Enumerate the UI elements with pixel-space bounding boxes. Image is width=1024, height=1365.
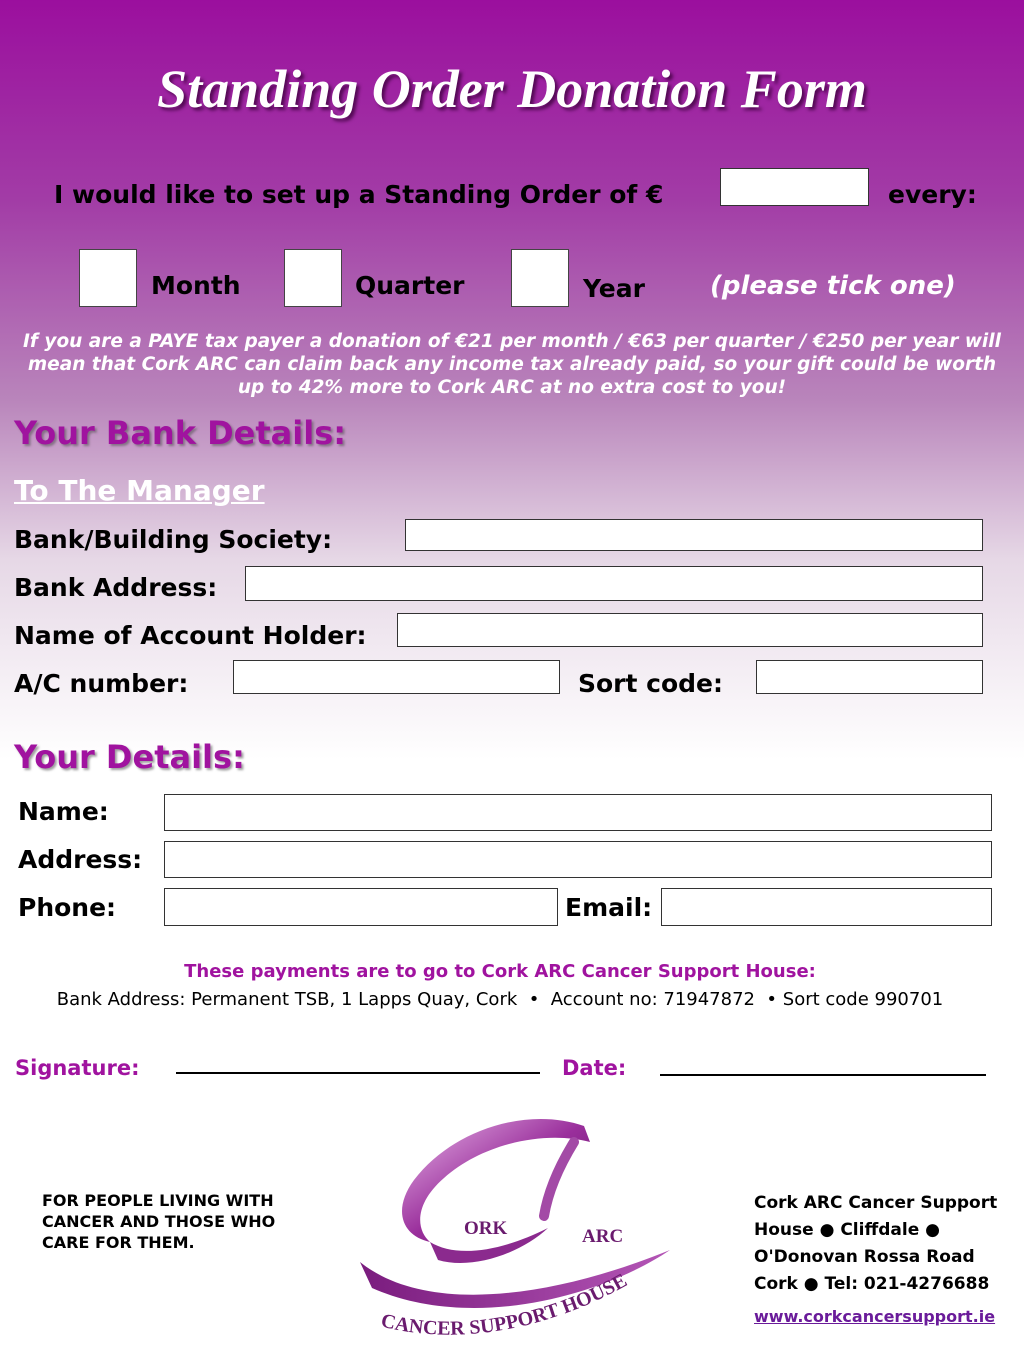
tagline-line: FOR PEOPLE LIVING WITH [42, 1191, 274, 1210]
payment-details: Bank Address: Permanent TSB, 1 Lapps Quay, Cork • Account no: 71947872 • Sort code 990701 [56, 989, 944, 1010]
website-link[interactable]: www.corkcancersupport.ie [754, 1307, 996, 1326]
date-line[interactable] [660, 1074, 986, 1076]
address-line: Cork ● Tel: 021-4276688 [754, 1274, 990, 1294]
address-line: House ● Cliffdale ● [754, 1220, 940, 1240]
intro-prefix: I would like to set up a Standing Order of [54, 180, 638, 209]
logo-arc-text: ARC [582, 1226, 624, 1247]
bank-address-input[interactable] [245, 566, 983, 601]
email-label: Email: [565, 893, 653, 922]
email-input[interactable] [661, 888, 992, 926]
footer-address [754, 1190, 997, 1298]
amount-input[interactable] [720, 168, 869, 206]
address-label: Address: [18, 845, 143, 874]
ac-number-label: A/C number: [14, 669, 189, 698]
bank-society-label: Bank/Building Society: [14, 525, 333, 554]
footer-tagline [42, 1190, 275, 1253]
payment-heading: These payments are to go to Cork ARC Cancer Support House: [184, 961, 816, 982]
logo-inner-c [544, 1142, 574, 1216]
phone-label: Phone: [18, 893, 117, 922]
address-input[interactable] [164, 841, 992, 878]
your-details-heading: Your Details: [14, 738, 245, 776]
currency-symbol: € [646, 180, 664, 209]
year-label: Year [583, 274, 645, 303]
account-holder-label: Name of Account Holder: [14, 621, 367, 650]
paye-note: If you are a PAYE tax payer a donation of €21 per month / €63 per quarter / €250 per year will mean that Cork ARC can claim back any income tax already paid, so your gift could be worth up to 42% more to Cork ARC at no extra cost to you! [23, 331, 1001, 398]
name-input[interactable] [164, 794, 992, 831]
address-line: O'Donovan Rossa Road [754, 1247, 975, 1267]
tick-hint: (please tick one) [710, 271, 956, 301]
month-label: Month [151, 271, 241, 300]
sort-code-input[interactable] [756, 660, 983, 694]
month-checkbox[interactable] [79, 249, 137, 307]
bank-address-label: Bank Address: [14, 573, 218, 602]
name-label: Name: [18, 797, 109, 826]
quarter-label: Quarter [355, 271, 465, 300]
tagline-line: CARE FOR THEM. [42, 1233, 195, 1252]
address-line: Cork ARC Cancer Support [754, 1193, 998, 1213]
phone-input[interactable] [164, 888, 558, 926]
bank-details-heading: Your Bank Details: [14, 414, 347, 452]
logo-house-text: CANCER SUPPORT HOUSE [378, 1269, 631, 1340]
intro-text [54, 180, 663, 209]
account-holder-input[interactable] [397, 613, 983, 647]
date-label: Date: [562, 1056, 627, 1080]
signature-label: Signature: [15, 1056, 140, 1080]
ac-number-input[interactable] [233, 660, 560, 694]
intro-suffix: every: [888, 180, 977, 209]
page-title: Standing Order Donation Form [157, 59, 867, 119]
quarter-checkbox[interactable] [284, 249, 342, 307]
year-checkbox[interactable] [511, 249, 569, 307]
signature-line[interactable] [176, 1072, 540, 1074]
bank-society-input[interactable] [405, 519, 983, 551]
sort-code-label: Sort code: [578, 669, 724, 698]
to-manager: To The Manager [14, 474, 265, 507]
cork-arc-logo [352, 1112, 682, 1352]
tagline-line: CANCER AND THOSE WHO [42, 1212, 276, 1231]
logo-cork-text: ORK [464, 1218, 508, 1239]
